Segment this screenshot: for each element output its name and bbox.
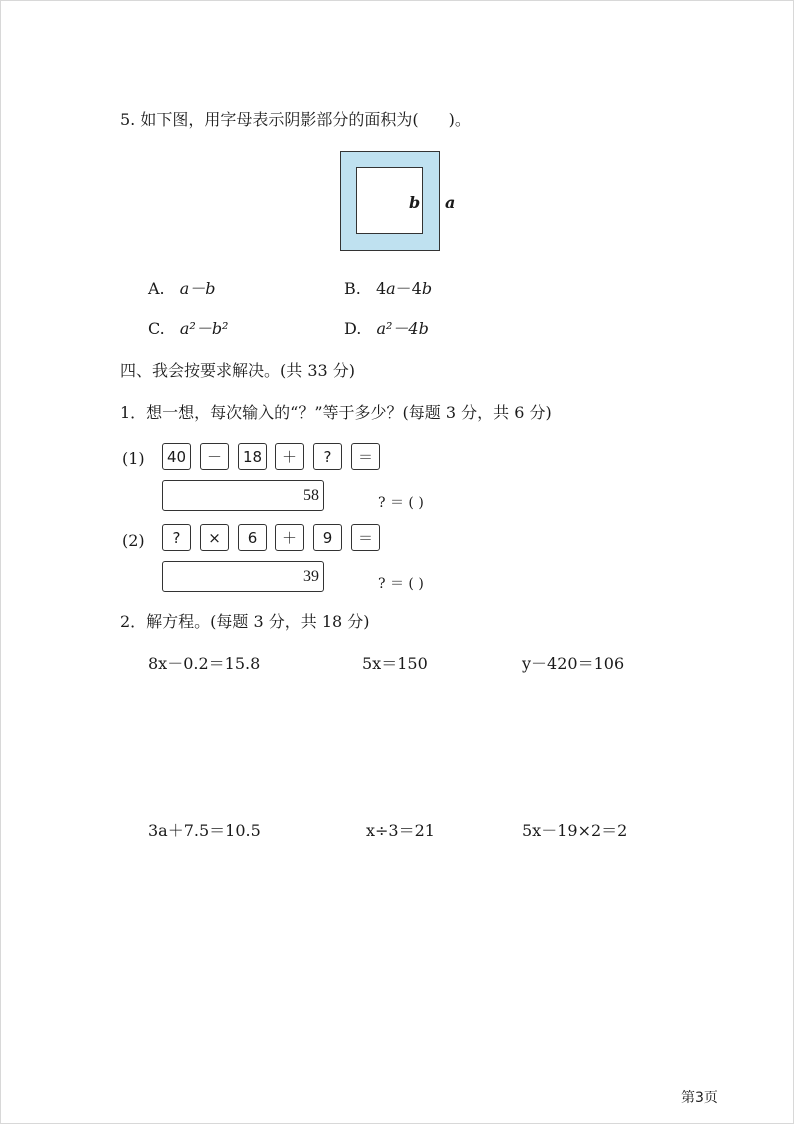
p1-title: 1．想一想，每次输入的“？”等于多少？(每题 3 分，共 6 分) xyxy=(120,403,552,422)
option-b-op: －4 xyxy=(395,279,422,298)
equals-box: ＝ xyxy=(351,443,380,470)
operator-box: ＋ xyxy=(275,524,304,551)
equation: 5x－19×2＝2 xyxy=(522,821,628,840)
answer-blank[interactable]: ? ＝ ( ) xyxy=(378,576,424,592)
answer-blank[interactable]: ? ＝ ( ) xyxy=(378,495,424,511)
equation: 5x＝150 xyxy=(362,654,428,673)
label-a: a xyxy=(445,193,456,212)
option-d-label: D. xyxy=(344,319,362,338)
option-b-var-a: a xyxy=(386,279,396,298)
unknown-box: ? xyxy=(162,524,191,551)
section-title: 四、我会按要求解决。(共 33 分) xyxy=(120,361,356,380)
label-b: b xyxy=(409,193,421,212)
equation: 8x－0.2＝15.8 xyxy=(148,654,261,673)
operator-box: × xyxy=(200,524,229,551)
option-b-coef: 4 xyxy=(375,279,387,298)
input-box: 40 xyxy=(162,443,191,470)
option-c-label: C. xyxy=(148,319,165,338)
result-box: 58 xyxy=(162,480,324,511)
p1-sub1-label: (1) xyxy=(122,449,145,468)
q5-text-end: )。 xyxy=(448,110,471,129)
result-box: 39 xyxy=(162,561,324,592)
p1-sub2-label: (2) xyxy=(122,531,145,550)
equation: x÷3＝21 xyxy=(366,821,435,840)
q5-text: 如下图，用字母表示阴影部分的面积为( xyxy=(140,110,419,129)
option-d-expr: a²－4b xyxy=(376,319,429,338)
option-d[interactable] xyxy=(344,316,429,339)
operator-box: ＋ xyxy=(275,443,304,470)
input-box: 9 xyxy=(313,524,342,551)
equals-box: ＝ xyxy=(351,524,380,551)
option-b[interactable] xyxy=(344,276,432,299)
option-a[interactable] xyxy=(148,276,216,299)
option-b-label: B. xyxy=(344,279,361,298)
input-box: 18 xyxy=(238,443,267,470)
page-number: 第3页 xyxy=(681,1090,718,1106)
p2-title: 2．解方程。(每题 3 分，共 18 分) xyxy=(120,612,370,631)
option-a-label: A. xyxy=(148,279,165,298)
unknown-box: ? xyxy=(313,443,342,470)
option-c-expr: a²－b² xyxy=(179,319,229,338)
equation: 3a＋7.5＝10.5 xyxy=(148,821,261,840)
q5-number: 5. xyxy=(120,110,136,129)
equation: y－420＝106 xyxy=(522,654,625,673)
input-box: 6 xyxy=(238,524,267,551)
operator-box: － xyxy=(200,443,229,470)
option-a-expr: a－b xyxy=(179,279,216,298)
shaded-square-figure xyxy=(340,151,440,251)
option-b-var-b: b xyxy=(421,279,433,298)
option-c[interactable] xyxy=(148,316,228,339)
q5-question xyxy=(120,107,471,130)
